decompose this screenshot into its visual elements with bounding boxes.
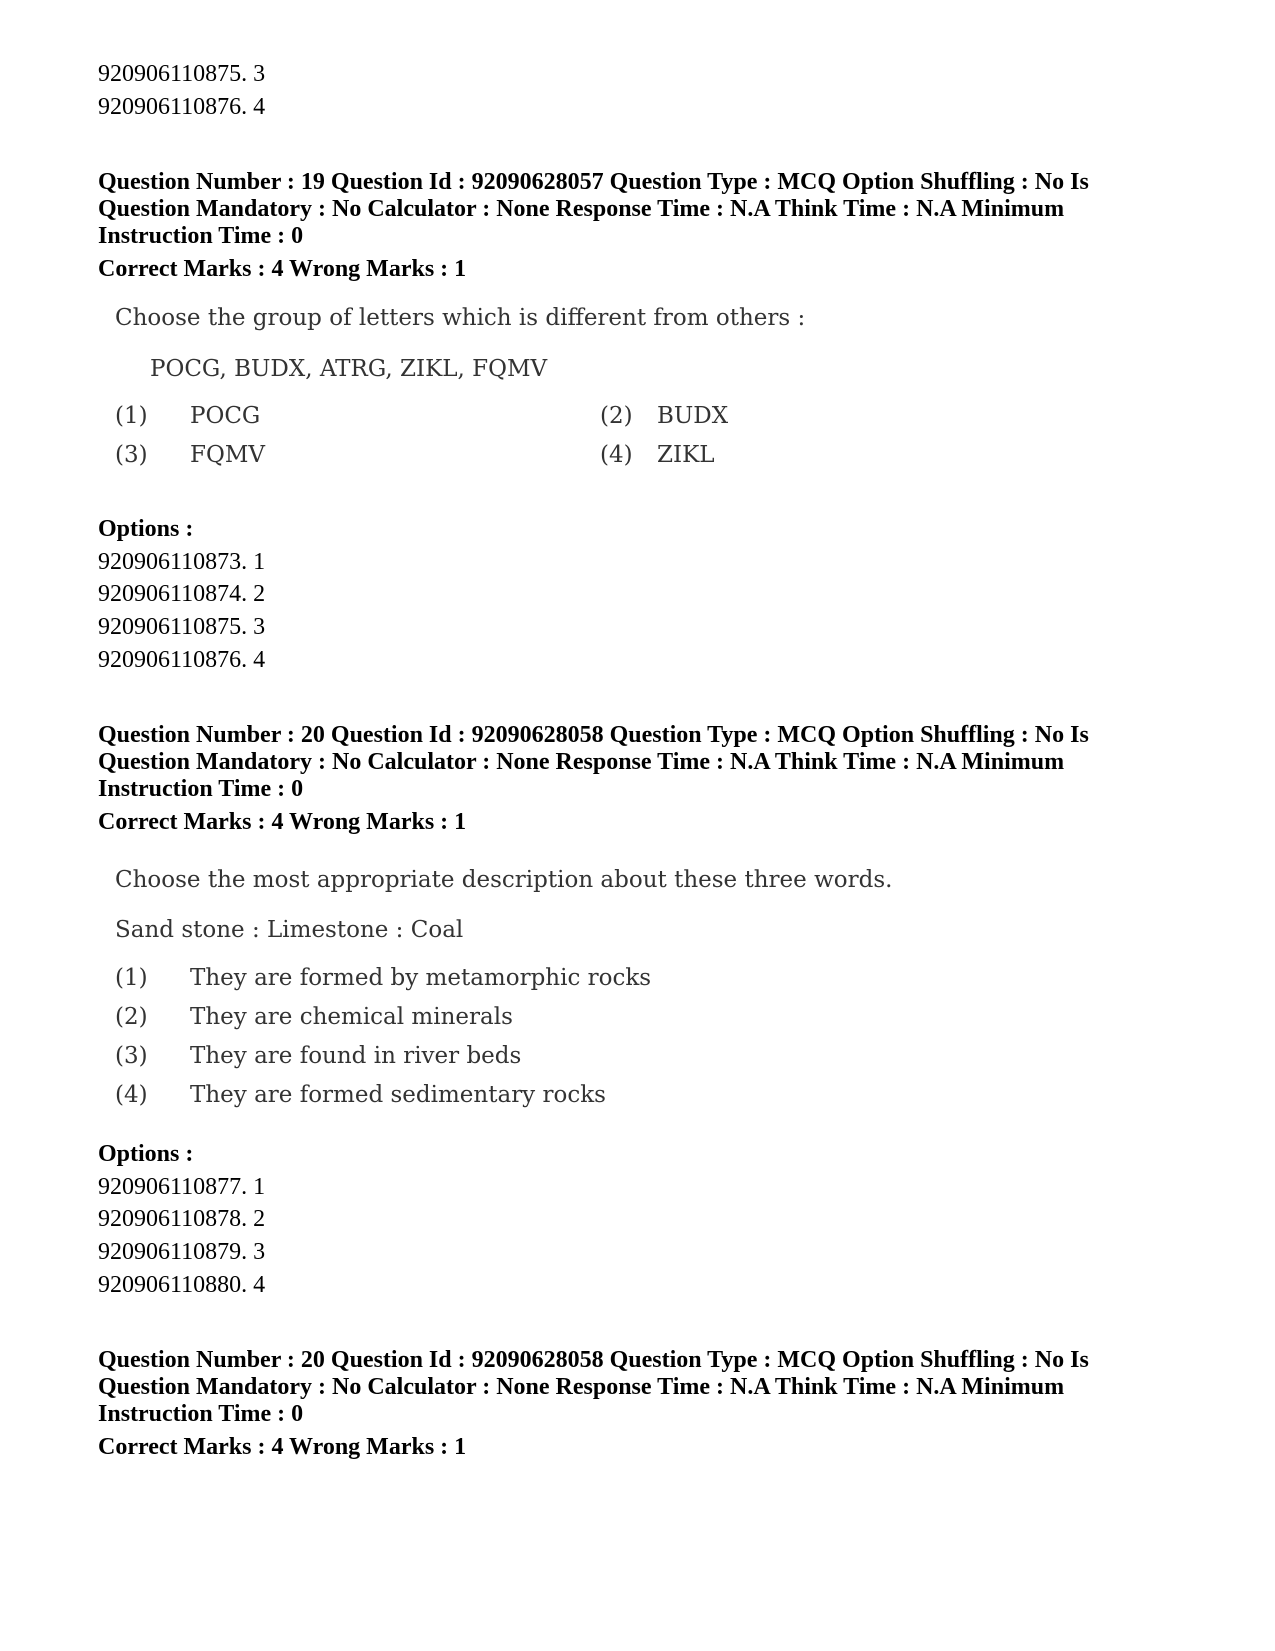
options-label: Options : bbox=[98, 1141, 194, 1167]
choice-text: They are formed by metamorphic rocks bbox=[190, 965, 652, 991]
question-header-line: Question Number : 20 Question Id : 92090628058 Question Type : MCQ Option Shuffling : No Is bbox=[98, 722, 1089, 748]
choice-number: (2) bbox=[600, 403, 633, 429]
choice-number: (3) bbox=[115, 1043, 148, 1069]
choice-text: BUDX bbox=[657, 403, 729, 429]
letter-series: POCG, BUDX, ATRG, ZIKL, FQMV bbox=[150, 356, 548, 382]
options-label: Options : bbox=[98, 516, 194, 542]
choice-number: (4) bbox=[600, 442, 633, 468]
choice-text: POCG bbox=[190, 403, 261, 429]
marks-line: Correct Marks : 4 Wrong Marks : 1 bbox=[98, 256, 467, 282]
choice-text: They are formed sedimentary rocks bbox=[190, 1082, 606, 1108]
question-header-line: Question Mandatory : No Calculator : None Response Time : N.A Think Time : N.A Minimum bbox=[98, 196, 1065, 222]
option-line: 920906110875. 3 bbox=[98, 61, 266, 87]
choice-number: (4) bbox=[115, 1082, 148, 1108]
question-header-line: Question Mandatory : No Calculator : None Response Time : N.A Think Time : N.A Minimum bbox=[98, 749, 1065, 775]
option-line: 920906110877. 1 bbox=[98, 1174, 266, 1200]
question-header-line: Instruction Time : 0 bbox=[98, 223, 304, 249]
option-line: 920906110876. 4 bbox=[98, 647, 266, 673]
marks-line: Correct Marks : 4 Wrong Marks : 1 bbox=[98, 1434, 467, 1460]
choice-text: FQMV bbox=[190, 442, 265, 468]
question-words: Sand stone : Limestone : Coal bbox=[115, 917, 464, 943]
question-stem: Choose the group of letters which is different from others : bbox=[115, 305, 806, 331]
choice-number: (2) bbox=[115, 1004, 148, 1030]
question-stem: Choose the most appropriate description about these three words. bbox=[115, 867, 893, 893]
option-line: 920906110875. 3 bbox=[98, 614, 266, 640]
choice-text: They are found in river beds bbox=[190, 1043, 522, 1069]
option-line: 920906110873. 1 bbox=[98, 549, 266, 575]
marks-line: Correct Marks : 4 Wrong Marks : 1 bbox=[98, 809, 467, 835]
question-header-line: Instruction Time : 0 bbox=[98, 1401, 304, 1427]
option-line: 920906110874. 2 bbox=[98, 581, 266, 607]
option-line: 920906110879. 3 bbox=[98, 1239, 266, 1265]
option-line: 920906110876. 4 bbox=[98, 94, 266, 120]
choice-number: (3) bbox=[115, 442, 148, 468]
option-line: 920906110880. 4 bbox=[98, 1272, 266, 1298]
question-header-line: Question Number : 20 Question Id : 92090628058 Question Type : MCQ Option Shuffling : No Is bbox=[98, 1347, 1089, 1373]
option-line: 920906110878. 2 bbox=[98, 1206, 266, 1232]
choice-text: They are chemical minerals bbox=[190, 1004, 513, 1030]
choice-text: ZIKL bbox=[657, 442, 715, 468]
question-header-line: Question Mandatory : No Calculator : None Response Time : N.A Think Time : N.A Minimum bbox=[98, 1374, 1065, 1400]
question-header-line: Question Number : 19 Question Id : 92090628057 Question Type : MCQ Option Shuffling : No Is bbox=[98, 169, 1089, 195]
choice-number: (1) bbox=[115, 965, 148, 991]
question-header-line: Instruction Time : 0 bbox=[98, 776, 304, 802]
choice-number: (1) bbox=[115, 403, 148, 429]
